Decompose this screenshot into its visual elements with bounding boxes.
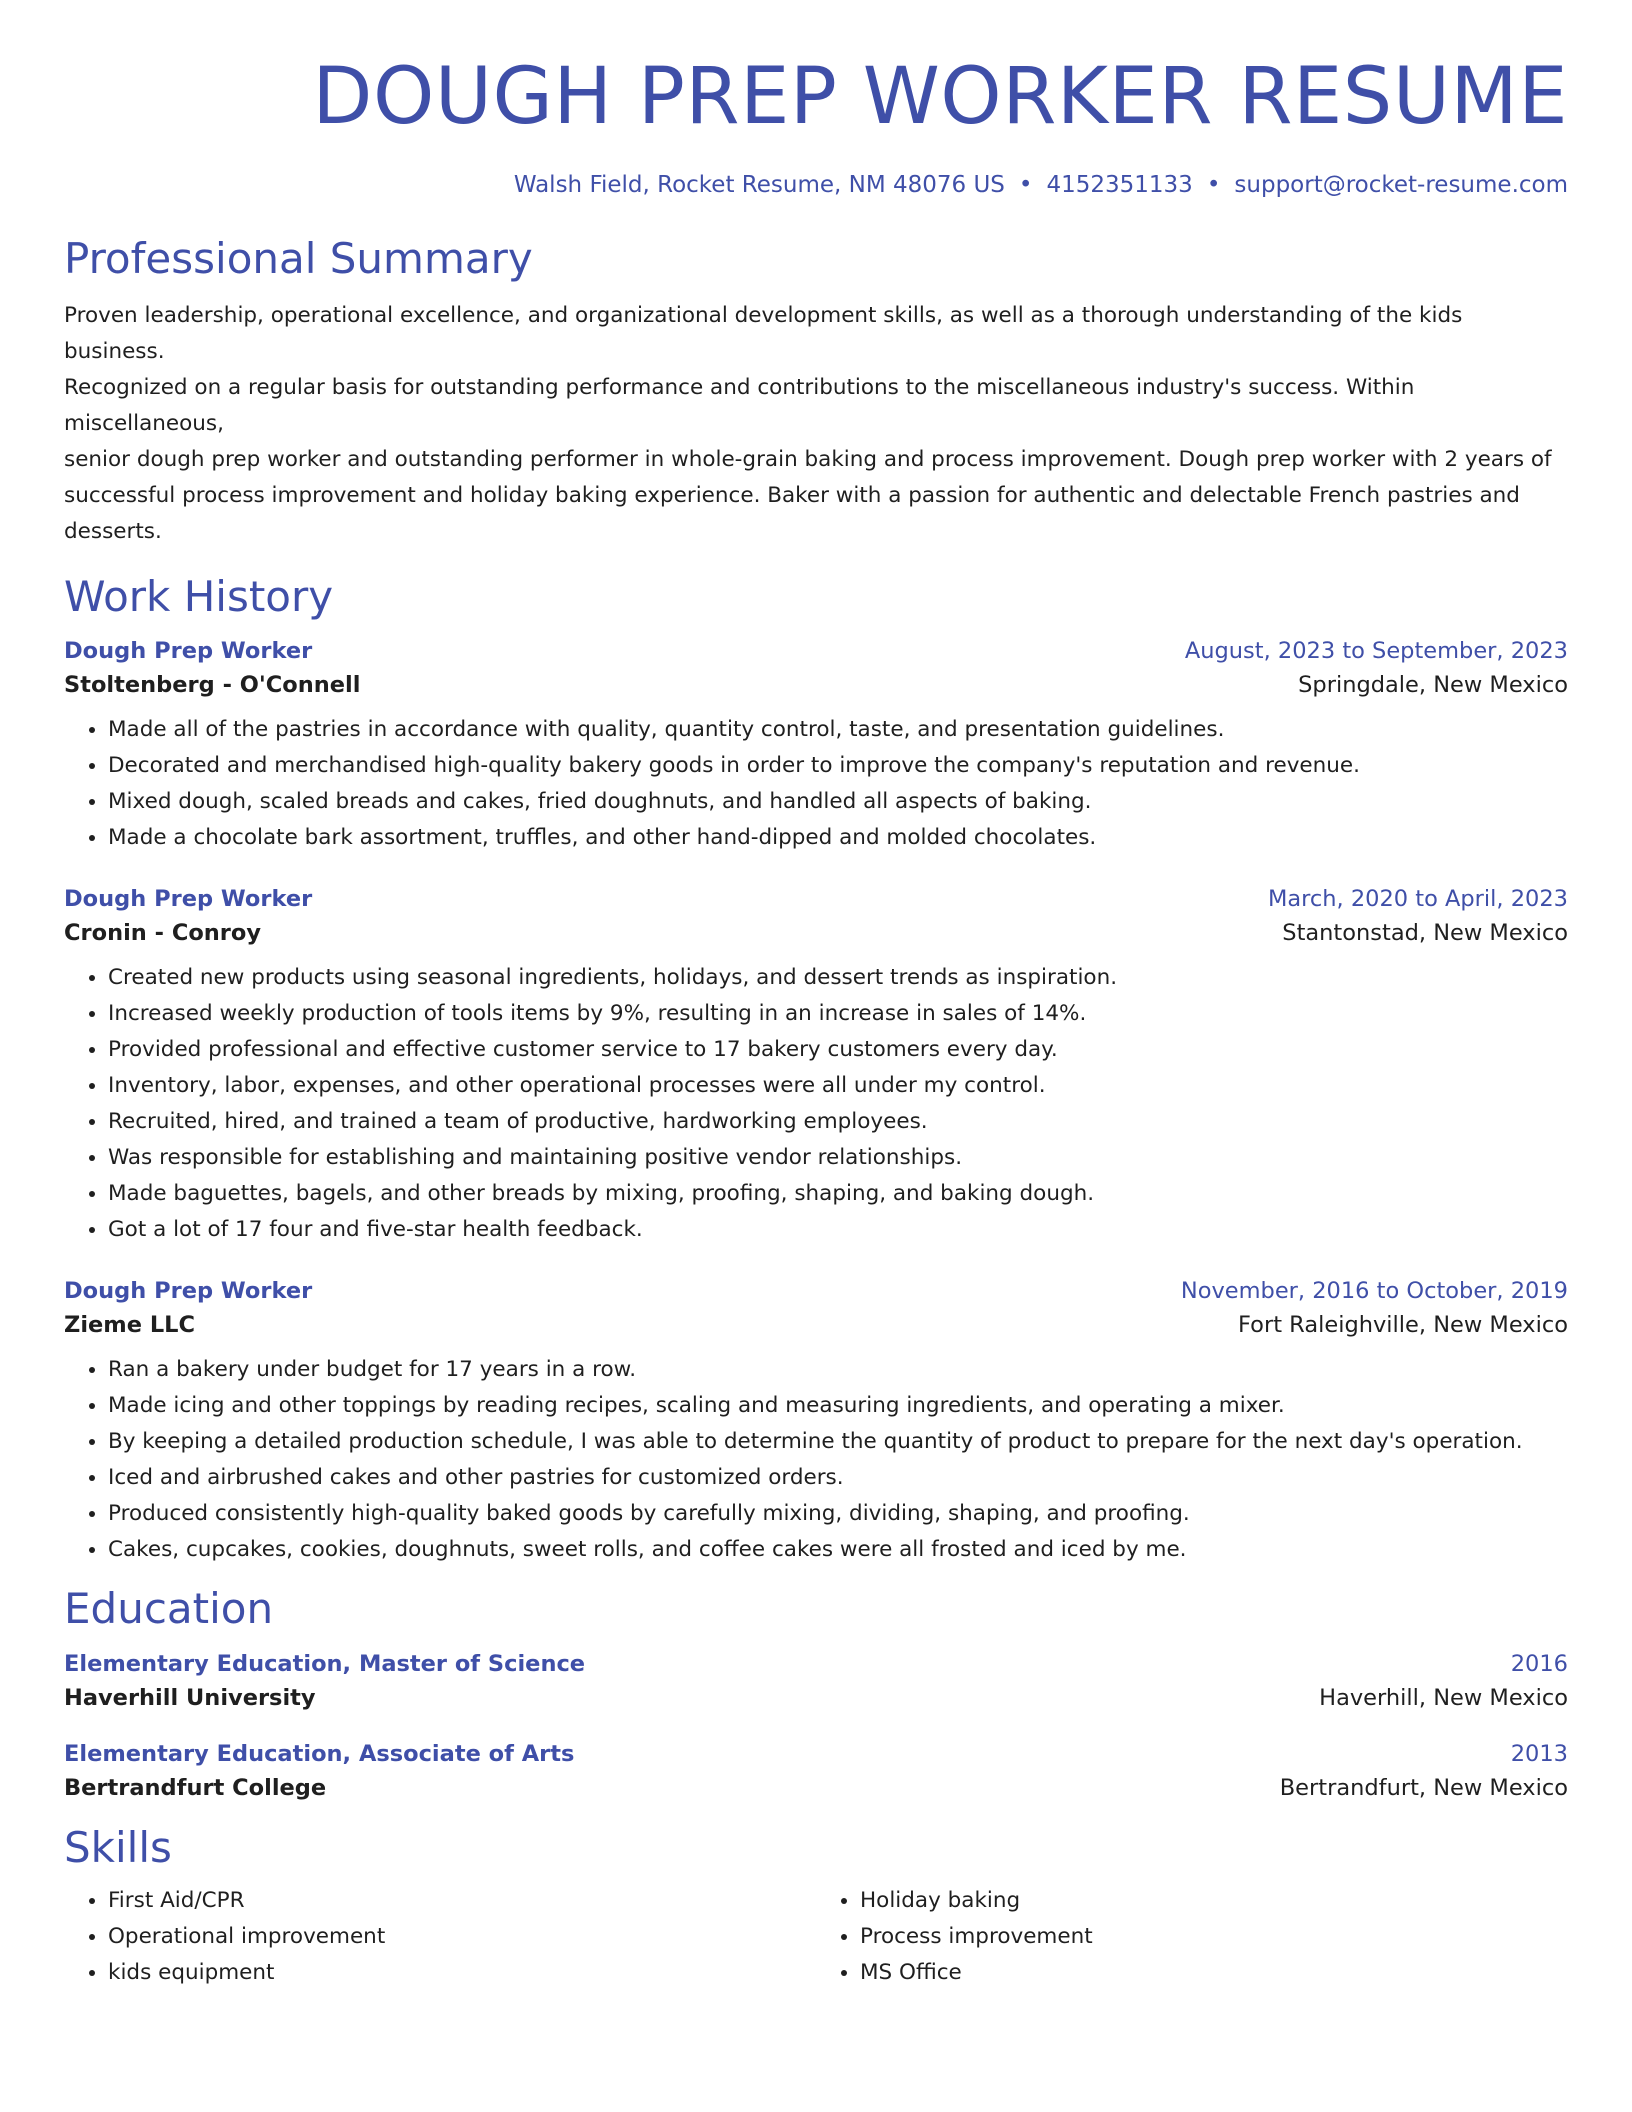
job-bullets: [64, 1352, 1568, 1568]
summary-line: successful process improvement and holiday baking experience. Baker with a passion for authentic and delectable French pastries and: [64, 483, 1520, 509]
job-location: Fort Raleighville, New Mexico: [1238, 1312, 1568, 1339]
job-bullet: • Created new products using seasonal ingredients, holidays, and dessert trends as inspiration.: [108, 960, 1568, 996]
skills-list-right: [816, 1883, 1568, 1991]
job-header: [64, 1278, 1568, 1304]
skill-item: • First Aid/CPR: [108, 1883, 816, 1919]
summary-heading: Professional Summary: [64, 234, 533, 283]
job-header: [64, 886, 1568, 912]
job-bullet: • Recruited, hired, and trained a team of productive, hardworking employees.: [108, 1104, 1568, 1140]
job-subheader: [64, 920, 1568, 946]
job-header: [64, 638, 1568, 664]
education-header: [64, 1741, 1568, 1767]
job-company: Stoltenberg - O'Connell: [64, 672, 361, 699]
job-subheader: [64, 672, 1568, 698]
job-bullet: • Increased weekly production of tools items by 9%, resulting in an increase in sales of 14%.: [108, 996, 1568, 1032]
education-header: [64, 1651, 1568, 1677]
job-entry: [64, 1278, 1568, 1568]
skill-item: • Process improvement: [860, 1919, 1568, 1955]
job-bullet: • Produced consistently high-quality baked goods by carefully mixing, dividing, shaping, and proofing.: [108, 1496, 1568, 1532]
job-bullets: [64, 960, 1568, 1248]
job-subheader: [64, 1312, 1568, 1338]
skill-item: • MS Office: [860, 1955, 1568, 1991]
email-text: support@rocket-resume.com: [1234, 172, 1568, 198]
job-bullet: • Made all of the pastries in accordance with quality, quantity control, taste, and presentation guidelines.: [108, 712, 1568, 748]
job-bullet: • Cakes, cupcakes, cookies, doughnuts, sweet rolls, and coffee cakes were all frosted and iced by me.: [108, 1532, 1568, 1568]
education-heading: Education: [64, 1584, 274, 1634]
job-entry: [64, 886, 1568, 1248]
skills-columns: [64, 1883, 1568, 1991]
summary-line: desserts.: [64, 519, 162, 545]
job-bullet: • Was responsible for establishing and maintaining positive vendor relationships.: [108, 1140, 1568, 1176]
education-subheader: [64, 1775, 1568, 1801]
education-degree: Elementary Education, Associate of Arts: [64, 1740, 575, 1767]
job-dates: August, 2023 to September, 2023: [1184, 638, 1568, 665]
job-location: Stantonstad, New Mexico: [1282, 920, 1568, 947]
job-bullet: • By keeping a detailed production schedule, I was able to determine the quantity of product to prepare for the next day's operation.: [108, 1424, 1568, 1460]
job-bullet: • Inventory, labor, expenses, and other operational processes were all under my control.: [108, 1068, 1568, 1104]
job-dates: November, 2016 to October, 2019: [1180, 1278, 1568, 1305]
job-role: Dough Prep Worker: [64, 886, 313, 913]
education-location: Haverhill, New Mexico: [1319, 1684, 1568, 1711]
job-company: Cronin - Conroy: [64, 920, 262, 947]
job-bullet: • Decorated and merchandised high-quality bakery goods in order to improve the company's reputation and revenue.: [108, 748, 1568, 784]
education-location: Bertrandfurt, New Mexico: [1279, 1774, 1568, 1801]
education-entry: [64, 1741, 1568, 1801]
skills-list-left: [64, 1883, 816, 1991]
skill-item: • kids equipment: [108, 1955, 816, 1991]
job-bullet: • Ran a bakery under budget for 17 years in a row.: [108, 1352, 1568, 1388]
resume-title: DOUGH PREP WORKER RESUME: [312, 52, 1568, 142]
summary-text: [64, 298, 1568, 550]
education-degree: Elementary Education, Master of Science: [64, 1650, 586, 1677]
education-entry: [64, 1651, 1568, 1711]
work-history-heading: Work History: [64, 572, 334, 622]
contact-line: [64, 172, 1568, 198]
education-school: Bertrandfurt College: [64, 1774, 327, 1801]
job-bullet: • Made baguettes, bagels, and other breads by mixing, proofing, shaping, and baking dough.: [108, 1176, 1568, 1212]
education-year: 2013: [1510, 1740, 1568, 1767]
job-bullet: • Mixed dough, scaled breads and cakes, fried doughnuts, and handled all aspects of baking.: [108, 784, 1568, 820]
job-dates: March, 2020 to April, 2023: [1267, 886, 1568, 913]
job-company: Zieme LLC: [64, 1312, 196, 1339]
skills-heading: Skills: [64, 1822, 172, 1872]
job-bullet: • Made a chocolate bark assortment, truffles, and other hand-dipped and molded chocolates.: [108, 820, 1568, 856]
job-bullet: • Iced and airbrushed cakes and other pastries for customized orders.: [108, 1460, 1568, 1496]
summary-line: senior dough prep worker and outstanding performer in whole-grain baking and process improvement. Dough prep worker with 2 years of: [64, 447, 1552, 473]
education-subheader: [64, 1685, 1568, 1711]
separator-dot: •: [1206, 172, 1221, 198]
job-role: Dough Prep Worker: [64, 638, 313, 665]
job-entry: [64, 638, 1568, 856]
skill-item: • Operational improvement: [108, 1919, 816, 1955]
skill-item: • Holiday baking: [860, 1883, 1568, 1919]
job-bullet: • Got a lot of 17 four and five-star health feedback.: [108, 1212, 1568, 1248]
job-bullet: • Provided professional and effective customer service to 17 bakery customers every day.: [108, 1032, 1568, 1068]
education-year: 2016: [1510, 1650, 1568, 1677]
job-bullet: • Made icing and other toppings by reading recipes, scaling and measuring ingredients, and operating a mixer.: [108, 1388, 1568, 1424]
education-school: Haverhill University: [64, 1684, 316, 1711]
job-role: Dough Prep Worker: [64, 1278, 313, 1305]
job-location: Springdale, New Mexico: [1298, 672, 1568, 699]
job-bullets: [64, 712, 1568, 856]
summary-line: Proven leadership, operational excellence, and organizational development skills, as well as a thorough understanding of the kids business.: [64, 303, 1463, 365]
address-text: Walsh Field, Rocket Resume, NM 48076 US: [513, 172, 1005, 198]
phone-text: 4152351133: [1046, 172, 1193, 198]
summary-line: Recognized on a regular basis for outstanding performance and contributions to the miscellaneous industry's success. Within miscellaneous,: [64, 375, 1415, 437]
separator-dot: •: [1018, 172, 1033, 198]
